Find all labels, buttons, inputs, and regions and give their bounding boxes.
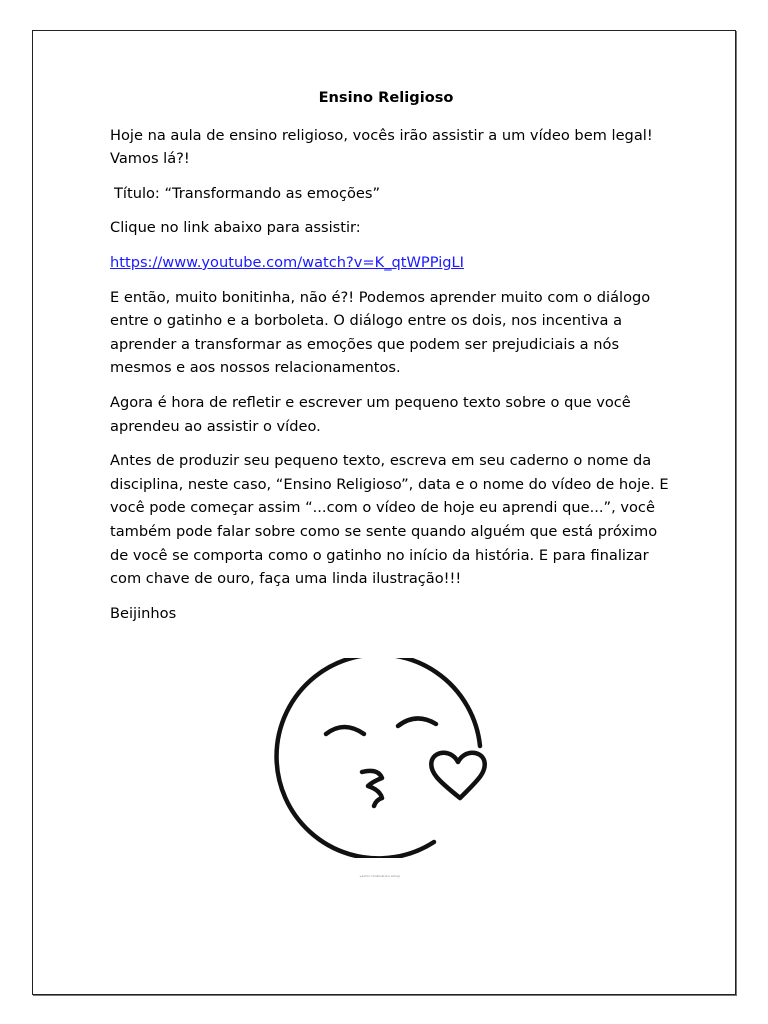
video-title-paragraph: Título: “Transformando as emoções”: [114, 184, 381, 202]
closing-text: Beijinhos: [110, 604, 177, 622]
reflection-paragraph: E então, muito bonitinha, não é?! Podemos aprender muito com o diálogo entre o gatinho e a borboleta. O diálogo entre os dois, nos incentiva a aprender a transformar as emoções que podem ser prejudiciais a nós mesmos e aos nossos relacionamentos.: [110, 288, 651, 377]
illustration-caption: vector illustration emoji: [359, 874, 401, 878]
writing-task-paragraph: Agora é hora de refletir e escrever um pequeno texto sobre o que você aprendeu ao assistir o vídeo.: [110, 393, 631, 435]
link-instruction-paragraph: Clique no link abaixo para assistir:: [110, 219, 361, 237]
intro-paragraph: Hoje na aula de ensino religioso, vocês irão assistir a um vídeo bem legal! Vamos lá?!: [110, 126, 653, 168]
document-title: Ensino Religioso: [318, 89, 454, 106]
instructions-paragraph: Antes de produzir seu pequeno texto, escreva em seu caderno o nome da disciplina, neste caso, “Ensino Religioso”, data e o nome do vídeo de hoje. E você pode começar assim “...com o vídeo de hoje eu aprendi que...”, você também pode falar sobre como se sente quando alguém que está próximo de você se comporta como o gatinho no início da história. E para finalizar com chave de ouro, faça uma linda ilustração!!!: [110, 452, 669, 588]
kissing-face-icon: [272, 658, 492, 858]
video-link[interactable]: https://www.youtube.com/watch?v=K_qtWPPigLI: [110, 253, 464, 271]
link-paragraph: [110, 251, 670, 275]
document-body: [110, 86, 670, 636]
